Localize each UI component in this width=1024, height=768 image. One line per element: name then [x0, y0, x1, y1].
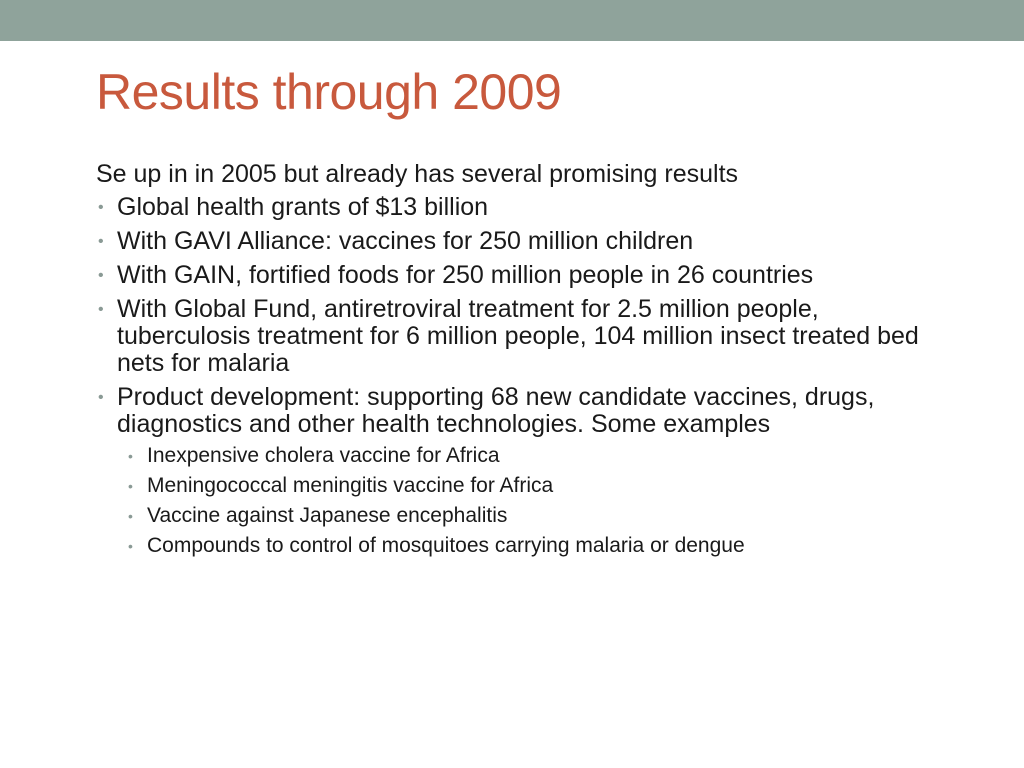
- bullet-item: [96, 194, 946, 221]
- bullet-dot-icon: •: [128, 508, 133, 524]
- slide-title: Results through 2009: [96, 64, 562, 120]
- bullet-text: With GAVI Alliance: vaccines for 250 million children: [117, 227, 694, 255]
- bullet-dot-icon: •: [128, 538, 133, 554]
- sub-bullet-text: Compounds to control of mosquitoes carrying malaria or dengue: [147, 534, 745, 557]
- bullet-dot-icon: •: [98, 199, 104, 216]
- sub-bullet-item: [117, 504, 946, 528]
- bullet-list: [96, 194, 946, 558]
- bullet-dot-icon: •: [98, 301, 104, 318]
- sub-bullet-text: Vaccine against Japanese encephalitis: [147, 504, 508, 527]
- bullet-text: With Global Fund, antiretroviral treatment for 2.5 million people, tuberculosis treatment for 6 million people, 104 million insect treated bed nets for malaria: [117, 295, 919, 377]
- sub-bullet-text: Inexpensive cholera vaccine for Africa: [147, 444, 500, 467]
- top-color-band: [0, 0, 1024, 41]
- bullet-item: [96, 296, 946, 377]
- bullet-dot-icon: •: [98, 267, 104, 284]
- sub-bullet-item: [117, 534, 946, 558]
- sub-bullet-text: Meningococcal meningitis vaccine for Africa: [147, 474, 554, 497]
- sub-bullet-list: [117, 444, 946, 558]
- bullet-text: With GAIN, fortified foods for 250 million people in 26 countries: [117, 261, 814, 289]
- bullet-item: [96, 262, 946, 289]
- bullet-dot-icon: •: [98, 233, 104, 250]
- bullet-dot-icon: •: [98, 389, 104, 406]
- bullet-text: Global health grants of $13 billion: [117, 193, 489, 221]
- slide-content: [96, 160, 946, 565]
- sub-bullet-item: [117, 444, 946, 468]
- sub-bullet-item: [117, 474, 946, 498]
- bullet-dot-icon: •: [128, 478, 133, 494]
- bullet-item: [96, 228, 946, 255]
- intro-text: Se up in in 2005 but already has several promising results: [96, 160, 739, 188]
- bullet-text: Product development: supporting 68 new candidate vaccines, drugs, diagnostics and other health technologies. Some examples: [117, 383, 875, 438]
- bullet-dot-icon: •: [128, 448, 133, 464]
- bullet-item: [96, 384, 946, 558]
